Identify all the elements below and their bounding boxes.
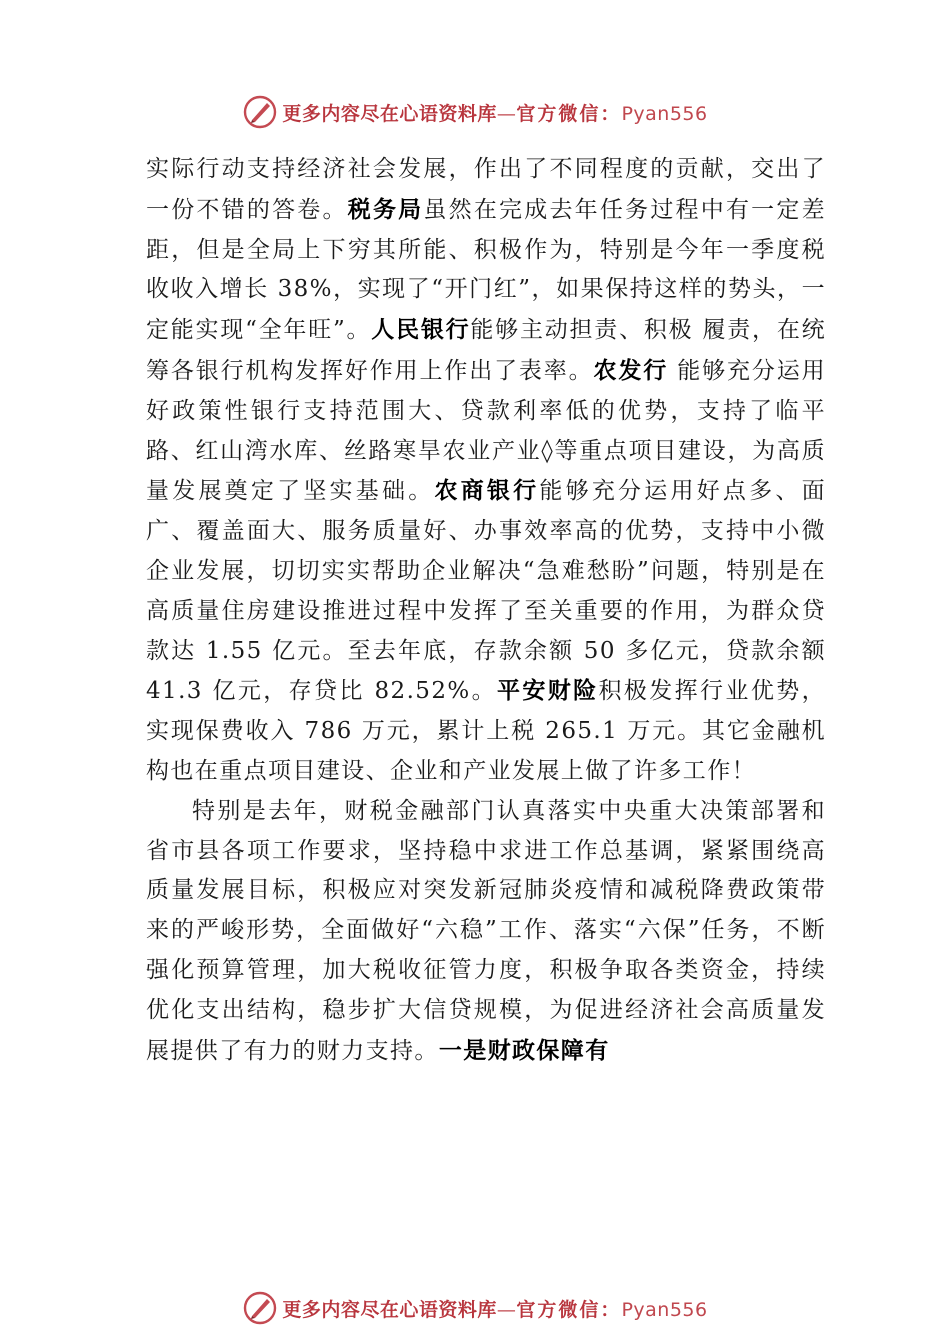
- header-official-label: 官方微信：: [516, 102, 622, 125]
- bold-run: 农商银行: [434, 477, 540, 505]
- bold-run: 一是财政保障有: [438, 1036, 610, 1064]
- pen-logo-icon: [242, 94, 278, 130]
- bold-run: 人民银行: [371, 316, 471, 344]
- bold-run: 税务局: [347, 195, 424, 223]
- text-run: 能够充分运用好政策性银行支持范围大、贷款利率低的优势，支持了临平路、红山湾水库、丝路寒旱农业产业◊等重点项目建设，为高质量发展奠定了坚实基础。: [146, 357, 826, 505]
- header-banner: [0, 92, 950, 132]
- text-run: 能够充分运用好点多、面广、覆盖面大、服务质量好、办事效率高的优势，支持中小微企业发展，切切实实帮助企业解决“急难愁盼”问题，特别是在高质量住房建设推进过程中发挥了至关重要的作用，为群众贷款达 1.55 亿元。至去年底，存款余额 50 多亿元，贷款余额 41.3 亿元，存贷比 82.52%。: [146, 478, 827, 705]
- text-run: 积极发挥行业优势，实现保费收入 786 万元，累计上税 265.1 万元。其它金融机构也在重点项目建设、企业和产业发展上做了许多工作！: [146, 678, 826, 784]
- paragraph-1: [146, 150, 826, 792]
- bold-run: 农发行: [593, 356, 669, 384]
- footer-site-text: 更多内容尽在心语资料库: [282, 1298, 497, 1321]
- document-body: [146, 150, 826, 1071]
- footer-banner: [0, 1288, 950, 1328]
- header-account: Pyan556: [621, 102, 708, 125]
- footer-account: Pyan556: [621, 1298, 708, 1321]
- footer-separator: —: [496, 1298, 517, 1321]
- text-run: 虽然在完成去年任务过程中有一定差距，但是全局上下穷其所能、积极作为，特别是今年一季度税收收入增长 38%，实现了“开门红”，如果保持这样的势头，一定能实现“全年旺”。: [146, 196, 827, 344]
- text-run: 实际行动支持经济社会发展，作出了不同程度的贡献，交出了一份不错的答卷。: [146, 156, 826, 223]
- header-site-text: 更多内容尽在心语资料库: [282, 102, 497, 125]
- header-separator: —: [496, 102, 517, 125]
- bold-run: 平安财险: [496, 677, 599, 705]
- text-run: 能够主动担责、积极 履责，在统筹各银行机构发挥好作用上作出了表率。: [146, 317, 826, 384]
- paragraph-2: [146, 792, 826, 1072]
- footer-official-label: 官方微信：: [516, 1298, 622, 1321]
- pen-logo-icon: [242, 1290, 278, 1326]
- text-run: 特别是去年，财税金融部门认真落实中央重大决策部署和省市县各项工作要求，坚持稳中求进工作总基调，紧紧围绕高质量发展目标，积极应对突发新冠肺炎疫情和减税降费政策带来的严峻形势，全面做好“六稳”工作、落实“六保”任务，不断强化预算管理，加大税收征管力度，积极争取各类资金，持续优化支出结构，稳步扩大信贷规模，为促进经济社会高质量发展提供了有力的财力支持。: [146, 797, 826, 1064]
